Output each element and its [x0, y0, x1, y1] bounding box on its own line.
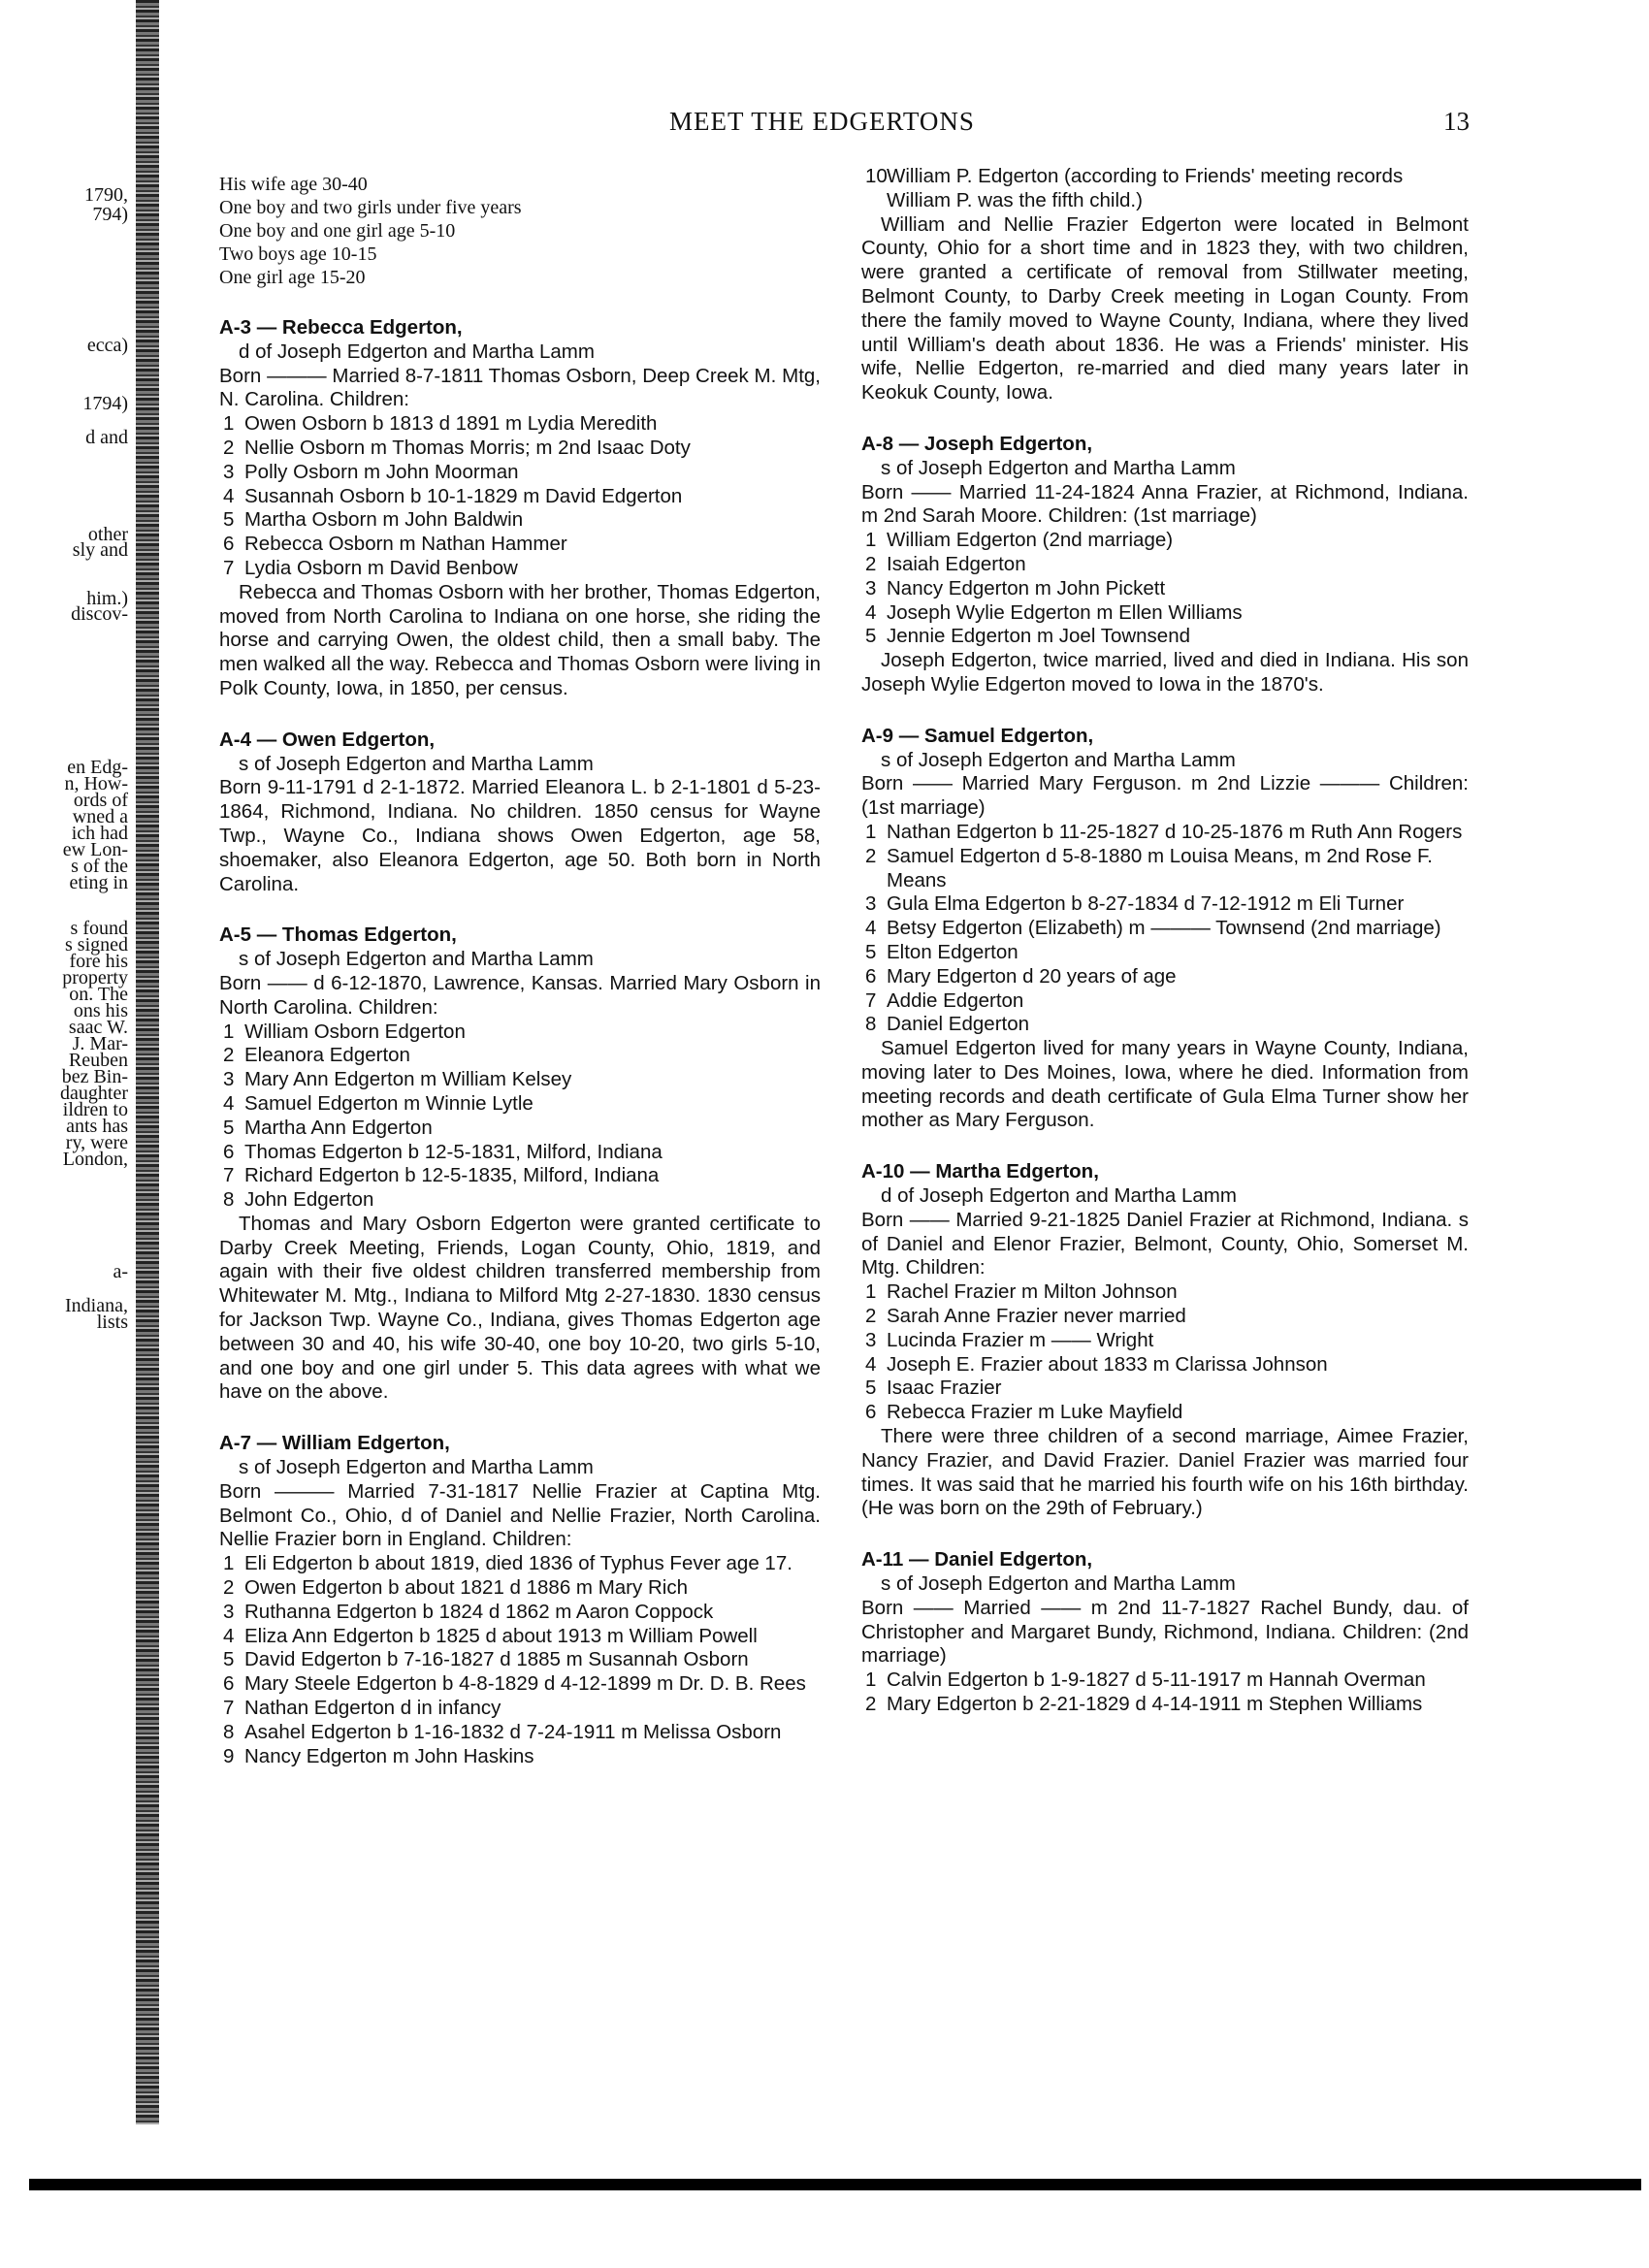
- child-item: 5 Jennie Edgerton m Joel Townsend: [865, 625, 1191, 648]
- child-list: [861, 821, 1469, 1037]
- child-item: 5 David Edgerton b 7-16-1827 d 1885 m Susannah Osborn: [223, 1648, 749, 1671]
- child-item: 1 Nathan Edgerton b 11-25-1827 d 10-25-1876 m Ruth Ann Rogers: [865, 820, 1463, 843]
- child-item: 6 Mary Steele Edgerton b 4-8-1829 d 4-12-1899 m Dr. D. B. Rees: [223, 1672, 806, 1696]
- margin-fragment: 1790,: [84, 184, 128, 206]
- margin-fragment: 794): [92, 204, 128, 225]
- child-item: 4 Betsy Edgerton (Elizabeth) m ——— Townsend (2nd marriage): [865, 917, 1441, 940]
- census-line: One girl age 15-20: [219, 267, 366, 288]
- entry-title: A-4 — Owen Edgerton,: [219, 728, 436, 751]
- entry-parentage: s of Joseph Edgerton and Martha Lamm: [239, 948, 594, 971]
- margin-fragment: ich had: [71, 823, 128, 844]
- margin-fragment: Indiana,: [65, 1295, 128, 1316]
- entry-parentage: d of Joseph Edgerton and Martha Lamm: [881, 1184, 1237, 1208]
- entry-title: A-11 — Daniel Edgerton,: [861, 1548, 1093, 1571]
- margin-fragment: s found: [70, 918, 128, 939]
- margin-fragment: s signed: [65, 934, 128, 956]
- entries-left: [219, 316, 821, 1768]
- column-right: [861, 165, 1469, 1717]
- child-item: 2 Isaiah Edgerton: [865, 552, 1026, 575]
- entry-parentage: s of Joseph Edgerton and Martha Lamm: [239, 752, 594, 775]
- margin-fragment: 1794): [82, 393, 128, 414]
- child-item: 7 Nathan Edgerton d in infancy: [223, 1697, 501, 1720]
- page-number: 13: [1443, 107, 1470, 136]
- entry-text: Born —— d 6-12-1870, Lawrence, Kansas. Married Mary Osborn in North Carolina. Children:: [219, 971, 821, 1019]
- margin-fragment: saac W.: [68, 1017, 128, 1038]
- genealogy-entry: [861, 1548, 1469, 1717]
- child-item: 3 Nancy Edgerton m John Pickett: [865, 576, 1166, 599]
- genealogy-entry: [219, 923, 821, 1405]
- entry-note: There were three children of a second marriage, Aimee Frazier, Nancy Frazier, and David Frazier. Daniel Frazier was married four times. It was said that he married his fourth wife on his 16th birthday. (He was born on the 29th of February.): [861, 1425, 1469, 1520]
- margin-fragment: ants has: [66, 1116, 128, 1137]
- margin-fragment: s of the: [71, 856, 128, 877]
- child-item: 2 Sarah Anne Frazier never married: [865, 1305, 1186, 1328]
- entry-parentage: d of Joseph Edgerton and Martha Lamm: [239, 340, 595, 363]
- entry-text: Born —— Married 9-21-1825 Daniel Frazier at Richmond, Indiana. s of Daniel and Elenor Frazier, Belmont, County, Ohio, Somerset M. Mtg. Children:: [861, 1208, 1469, 1280]
- child-item: 9 Nancy Edgerton m John Haskins: [223, 1744, 534, 1767]
- continued-child-list: [861, 165, 1469, 213]
- child-list: [219, 412, 821, 581]
- child-list: [219, 1552, 821, 1768]
- margin-fragment: Reuben: [68, 1050, 128, 1071]
- margin-fragment: fore his: [69, 951, 128, 972]
- margin-fragment: daughter: [60, 1083, 128, 1104]
- genealogy-entry: [861, 725, 1469, 1134]
- entry-note: Samuel Edgerton lived for many years in Wayne County, Indiana, moving later to Des Moines, Iowa, where he died. Information from meeting records and death certificate of Gula Elma Turner show her mother as Mary Ferguson.: [861, 1037, 1469, 1132]
- entry-text: Born ——— Married 7-31-1817 Nellie Frazier at Captina Mtg. Belmont Co., Ohio, d of Daniel and Nellie Frazier, North Carolina. Nellie Frazier born in England. Children:: [219, 1479, 821, 1551]
- margin-fragment: ons his: [73, 1000, 128, 1021]
- child-item: 6 Rebecca Frazier m Luke Mayfield: [865, 1401, 1183, 1424]
- census-line: His wife age 30-40: [219, 174, 368, 195]
- child-item: 1 Eli Edgerton b about 1819, died 1836 of Typhus Fever age 17.: [223, 1552, 792, 1575]
- child-item: 1 William Osborn Edgerton: [223, 1020, 466, 1043]
- child-item: 6 Thomas Edgerton b 12-5-1831, Milford, Indiana: [223, 1140, 663, 1163]
- entry-title: A-10 — Martha Edgerton,: [861, 1160, 1099, 1183]
- child-item: 2 Mary Edgerton b 2-21-1829 d 4-14-1911 m Stephen Williams: [865, 1693, 1423, 1716]
- genealogy-entry: [219, 729, 821, 897]
- margin-fragment: ry, were: [65, 1132, 128, 1153]
- bottom-rule: [29, 2179, 1641, 2190]
- genealogy-entry: [219, 1432, 821, 1768]
- child-item: 5 Elton Edgerton: [865, 940, 1018, 963]
- entry-title: A-5 — Thomas Edgerton,: [219, 923, 457, 947]
- genealogy-entry: [219, 316, 821, 701]
- child-item: 5 Martha Osborn m John Baldwin: [223, 508, 524, 532]
- child-list: [861, 1669, 1469, 1717]
- margin-fragment: en Edg-: [67, 757, 128, 778]
- margin-fragment: London,: [62, 1149, 128, 1170]
- child-item: 3 Gula Elma Edgerton b 8-27-1834 d 7-12-1912 m Eli Turner: [865, 892, 1405, 916]
- child-item: 3 Lucinda Frazier m —— Wright: [865, 1328, 1154, 1351]
- child-item: 3 Ruthanna Edgerton b 1824 d 1862 m Aaron Coppock: [223, 1600, 714, 1623]
- entry-title: A-9 — Samuel Edgerton,: [861, 724, 1094, 747]
- child-item: 4 Samuel Edgerton m Winnie Lytle: [223, 1091, 534, 1115]
- child-list: [219, 1021, 821, 1213]
- child-item: 3 Mary Ann Edgerton m William Kelsey: [223, 1068, 572, 1091]
- entry-parentage: s of Joseph Edgerton and Martha Lamm: [881, 1572, 1236, 1596]
- child-item: 7 Richard Edgerton b 12-5-1835, Milford, Indiana: [223, 1164, 660, 1187]
- margin-fragment: J. Mar-: [72, 1033, 128, 1054]
- margin-fragment: discov-: [71, 603, 128, 625]
- entry-parentage: s of Joseph Edgerton and Martha Lamm: [881, 456, 1236, 479]
- child-list: [861, 529, 1469, 649]
- margin-fragment: property: [62, 967, 128, 988]
- entry-parentage: s of Joseph Edgerton and Martha Lamm: [239, 1456, 594, 1479]
- margin-fragment: ew Lon-: [62, 839, 128, 860]
- child-item: 5 Martha Ann Edgerton: [223, 1116, 433, 1139]
- child-item: 8 John Edgerton: [223, 1188, 374, 1212]
- margin-fragment: n, How-: [64, 773, 128, 794]
- entry-note: Thomas and Mary Osborn Edgerton were granted certificate to Darby Creek Meeting, Friends, Logan County, Ohio, 1819, and again with their five oldest children transferred membership from Whitewater M. Mtg., Indiana to Milford Mtg 2-27-1830. 1830 census for Jackson Twp. Wayne Co., Indiana, gives Thomas Edgerton age between 30 and 40, his wife 30-40, one boy 10-20, two girls 5-10, and one boy and one girl under 5. This data agrees with what we have on the above.: [219, 1212, 821, 1404]
- child-item: 6 Rebecca Osborn m Nathan Hammer: [223, 533, 567, 556]
- child-item: 1 Owen Osborn b 1813 d 1891 m Lydia Meredith: [223, 412, 658, 436]
- margin-fragment: other: [87, 524, 128, 545]
- entry-text: Born —— Married Mary Ferguson. m 2nd Lizzie ——— Children: (1st marriage): [861, 772, 1469, 820]
- child-item: 7 Addie Edgerton: [865, 988, 1024, 1012]
- census-line: One boy and two girls under five years: [219, 197, 522, 218]
- entries-right: [861, 433, 1469, 1717]
- census-line: Two boys age 10-15: [219, 243, 377, 265]
- margin-fragment: on. The: [69, 984, 128, 1005]
- entry-text: Born 9-11-1791 d 2-1-1872. Married Eleanora L. b 2-1-1801 d 5-23-1864, Richmond, Indiana. No children. 1850 census for Wayne Twp., Wayne Co., Indiana shows Owen Edgerton, age 58, shoemaker, also Eleanora Edgerton, age 50. Both born in North Carolina.: [219, 776, 821, 895]
- entry-text: Born —— Married —— m 2nd 11-7-1827 Rachel Bundy, dau. of Christopher and Margaret Bundy, Richmond, Indiana. Children: (2nd marriage): [861, 1596, 1469, 1668]
- child-item: 4 Joseph E. Frazier about 1833 m Clarissa Johnson: [865, 1352, 1328, 1376]
- margin-fragment: eting in: [69, 872, 128, 893]
- entry-text: Born ——— Married 8-7-1811 Thomas Osborn, Deep Creek M. Mtg, N. Carolina. Children:: [219, 364, 821, 411]
- margin-fragment: sly and: [72, 539, 128, 561]
- genealogy-entry: [861, 1160, 1469, 1521]
- child-item: 1 Calvin Edgerton b 1-9-1827 d 5-11-1917 m Hannah Overman: [865, 1669, 1426, 1692]
- child-item: 4 Joseph Wylie Edgerton m Ellen Williams: [865, 600, 1243, 624]
- margin-fragment: ildren to: [62, 1099, 128, 1120]
- child-item: 4 Susannah Osborn b 10-1-1829 m David Edgerton: [223, 484, 683, 507]
- child-item: 2 Samuel Edgerton d 5-8-1880 m Louisa Means, m 2nd Rose F. Means: [865, 844, 1433, 891]
- margin-fragment: lists: [96, 1312, 128, 1333]
- entry-note: Joseph Edgerton, twice married, lived and died in Indiana. His son Joseph Wylie Edgerton moved to Iowa in the 1870's.: [861, 649, 1469, 696]
- entry-title: A-3 — Rebecca Edgerton,: [219, 316, 463, 339]
- margin-fragment: ords of: [73, 790, 128, 811]
- entry-note: William and Nellie Frazier Edgerton were located in Belmont County, Ohio for a short time and in 1823 they, with two children, were granted a certificate of removal from Stillwater meeting, Belmont County, to Darby Creek meeting in Logan County. From there the family moved to Wayne County, Indiana, where they lived until William's death about 1836. He was a Friends' minister. His wife, Nellie Edgerton, re-married and died many years later in Keokuk County, Iowa.: [861, 212, 1469, 405]
- entry-note: Rebecca and Thomas Osborn with her brother, Thomas Edgerton, moved from North Carolina to Indiana on one horse, she riding the horse and carrying Owen, the oldest child, then a small baby. The men walked all the way. Rebecca and Thomas Osborn were living in Polk County, Iowa, in 1850, per census.: [219, 580, 821, 699]
- census-intro: [219, 173, 821, 289]
- child-item: 8 Daniel Edgerton: [865, 1013, 1030, 1036]
- page-binding-edge: [136, 0, 159, 2124]
- child-item: 10William P. Edgerton (according to Friends' meeting records William P. was the fifth child.): [865, 165, 1404, 211]
- child-item: 3 Polly Osborn m John Moorman: [223, 460, 519, 483]
- child-item: 6 Mary Edgerton d 20 years of age: [865, 964, 1177, 988]
- census-line: One boy and one girl age 5-10: [219, 220, 456, 242]
- margin-fragment: a-: [113, 1261, 128, 1282]
- child-item: 1 William Edgerton (2nd marriage): [865, 529, 1174, 552]
- child-item: 2 Eleanora Edgerton: [223, 1044, 410, 1067]
- page-title: MEET THE EDGERTONS: [669, 107, 975, 136]
- margin-fragment: bez Bin-: [61, 1066, 128, 1087]
- child-item: 5 Isaac Frazier: [865, 1377, 1002, 1400]
- child-item: 2 Owen Edgerton b about 1821 d 1886 m Mary Rich: [223, 1576, 688, 1600]
- column-left: [219, 173, 821, 1768]
- child-item: 2 Nellie Osborn m Thomas Morris; m 2nd Isaac Doty: [223, 436, 691, 459]
- margin-fragment: wned a: [72, 806, 128, 827]
- entry-title: A-8 — Joseph Edgerton,: [861, 432, 1093, 455]
- child-item: 8 Asahel Edgerton b 1-16-1832 d 7-24-1911 m Melissa Osborn: [223, 1720, 782, 1743]
- child-item: 7 Lydia Osborn m David Benbow: [223, 556, 518, 579]
- margin-fragment: d and: [85, 427, 128, 448]
- entry-parentage: s of Joseph Edgerton and Martha Lamm: [881, 748, 1236, 771]
- genealogy-entry: [861, 433, 1469, 697]
- margin-fragment: ecca): [86, 335, 128, 356]
- child-item: 4 Eliza Ann Edgerton b 1825 d about 1913 m William Powell: [223, 1624, 758, 1647]
- entry-title: A-7 — William Edgerton,: [219, 1432, 450, 1455]
- child-item: 1 Rachel Frazier m Milton Johnson: [865, 1280, 1178, 1304]
- margin-fragment: him.): [86, 588, 128, 609]
- child-list: [861, 1280, 1469, 1425]
- entry-text: Born —— Married 11-24-1824 Anna Frazier, at Richmond, Indiana. m 2nd Sarah Moore. Children: (1st marriage): [861, 480, 1469, 528]
